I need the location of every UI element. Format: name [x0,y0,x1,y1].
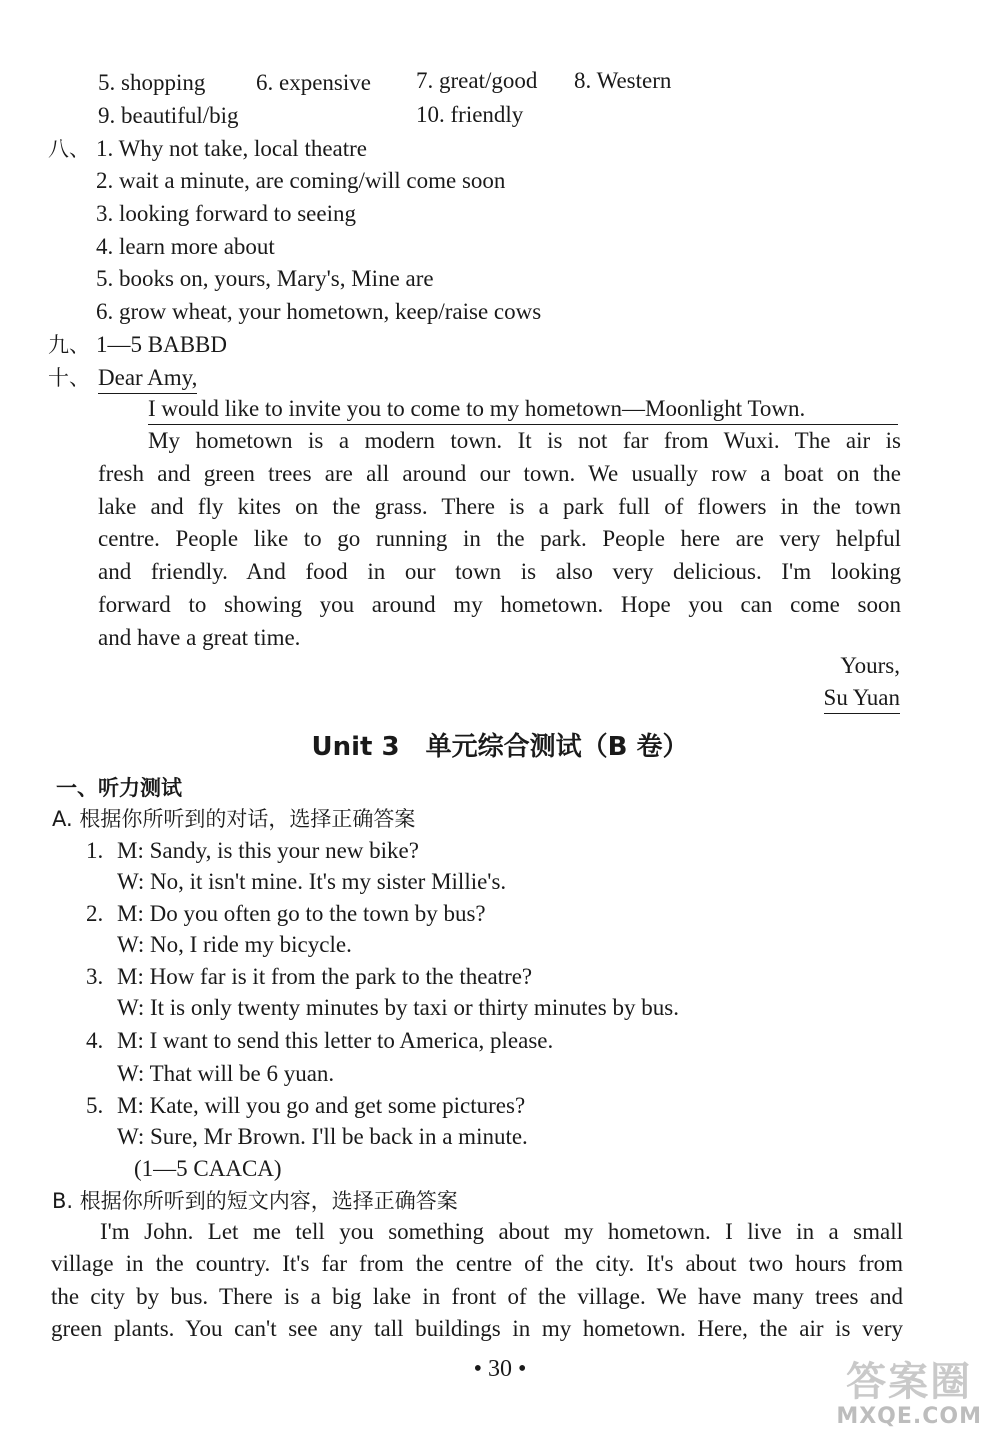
watermark-logo: 答案圈 [846,1359,973,1405]
letter-line: fresh and green trees are all around our town. We usually row a boat on the [98,461,901,486]
s8-item-2: 2. wait a minute, are coming/will come soon [96,168,506,193]
dialog-4-m: M: I want to send this letter to America, please. [117,1028,554,1053]
section-8-label: 八、 [48,137,90,161]
dialog-5-m: M: Kate, will you go and get some pictures? [117,1093,526,1118]
dialog-3-number: 3. [86,964,104,989]
dialog-1-m: M: Sandy, is this your new bike? [117,838,419,863]
part-a-answer: (1—5 CAACA) [134,1156,282,1181]
s8-item-6: 6. grow wheat, your hometown, keep/raise cows [96,299,542,324]
s8-item-3: 3. looking forward to seeing [96,201,356,226]
unit-title: Unit 3 单元综合测试（B 卷） [311,732,689,762]
answer-6: 6. expensive [256,70,371,95]
answer-8: 8. Western [574,68,672,93]
letter-line: lake and fly kites on the grass. There is a park full of flowers in the town [98,494,901,519]
letter-greeting: Dear Amy, [98,363,197,394]
passage-line: I'm John. Let me tell you something about my hometown. I live in a small [100,1219,903,1244]
dialog-3-w: W: It is only twenty minutes by taxi or thirty minutes by bus. [117,995,679,1020]
s9-answer: 1—5 BABBD [96,332,227,357]
answer-5: 5. shopping [98,70,206,95]
dialog-4-number: 4. [86,1028,104,1053]
answer-10: 10. friendly [416,102,524,127]
letter-line: My hometown is a modern town. It is not far from Wuxi. The air is [148,428,901,453]
dialog-4-w: W: That will be 6 yuan. [117,1061,335,1086]
letter-closing: Yours, [840,653,900,678]
dialog-1-w: W: No, it isn't mine. It's my sister Millie's. [117,869,507,894]
watermark-url: MXQE.COM [836,1404,982,1429]
dialog-5-w: W: Sure, Mr Brown. I'll be back in a minute. [117,1124,528,1149]
s8-item-1: 1. Why not take, local theatre [96,136,368,161]
passage-line: the city by bus. There is a big lake in front of the village. We have many trees and [51,1284,903,1309]
dialog-2-w: W: No, I ride my bicycle. [117,932,352,957]
part-a-heading: A. 根据你所听到的对话，选择正确答案 [52,807,416,831]
s8-item-4: 4. learn more about [96,234,275,259]
letter-line: and have a great time. [98,625,301,650]
letter-line: forward to showing you around my hometown. Hope you can come soon [98,592,901,617]
section-10-label: 十、 [48,366,90,390]
dialog-2-number: 2. [86,901,104,926]
dialog-2-m: M: Do you often go to the town by bus? [117,901,486,926]
part-b-heading: B. 根据你所听到的短文内容，选择正确答案 [52,1189,458,1213]
letter-line: centre. People like to go running in the park. People here are very helpful [98,526,901,551]
dialog-5-number: 5. [86,1093,104,1118]
letter-first-line: I would like to invite you to come to my hometown—Moonlight Town. [148,394,898,425]
watermark [836,1360,982,1429]
letter-line: and friendly. And food in our town is also very delicious. I'm looking [98,559,901,584]
answer-7: 7. great/good [416,68,538,93]
answer-9: 9. beautiful/big [98,103,239,128]
part-1-title: 一、听力测试 [56,776,182,800]
dialog-3-m: M: How far is it from the park to the theatre? [117,964,533,989]
letter-signature: Su Yuan [824,683,900,714]
page-number: • 30 • [473,1356,527,1382]
passage-line: green plants. You can't see any tall buildings in my hometown. Here, the air is very [51,1316,903,1341]
s8-item-5: 5. books on, yours, Mary's, Mine are [96,266,434,291]
passage-line: village in the country. It's far from the centre of the city. It's about two hours from [51,1251,903,1276]
dialog-1-number: 1. [86,838,104,863]
section-9-label: 九、 [48,333,90,357]
